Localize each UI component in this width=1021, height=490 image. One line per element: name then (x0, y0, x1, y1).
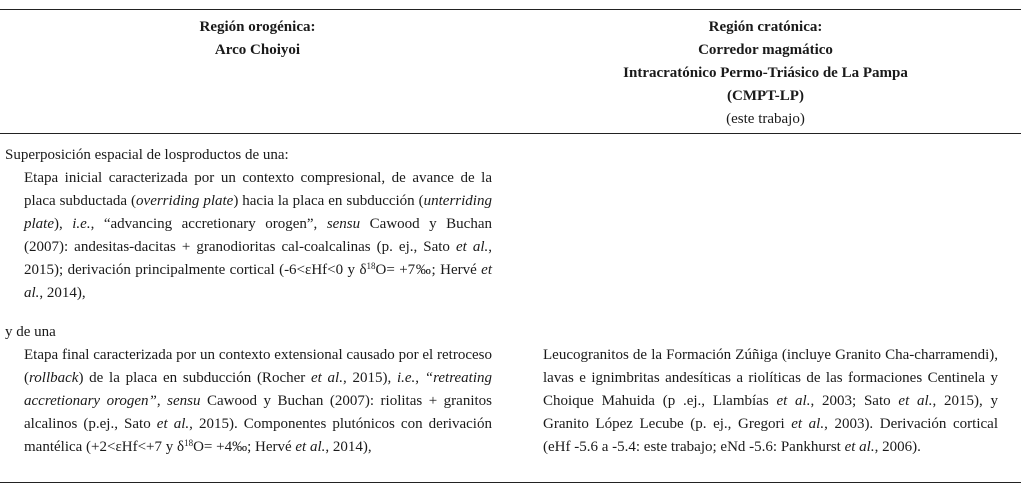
stage-initial-text-4: , “advancing accretionary orogen”, (90, 216, 327, 232)
stage-initial-text-1: Etapa inicial caracterizada por un contexto compresional, de avance de la placa subductada ( (24, 170, 492, 209)
stage-final-italic-6: et al. (156, 416, 190, 432)
header-right (510, 16, 1021, 131)
stage-initial-text-3: ), (54, 216, 73, 232)
stage-initial-italic-5: et al. (455, 239, 489, 255)
header-right-name-line-2: Intracratónico Permo-Triásico de La Pampa (623, 65, 908, 81)
cratonic-italic-4: et al. (844, 439, 875, 455)
header-left (0, 16, 515, 62)
stage-final-superscript: 18 (184, 438, 194, 448)
stage-initial-italic-1: overriding plate (136, 193, 234, 209)
header-left-label: Región orogénica: (199, 19, 316, 35)
intro-text: Superposición espacial de losproductos de una: (5, 147, 289, 163)
stage-final-text-8: O= +4‰; Hervé (193, 439, 296, 455)
stage-final-text-7: , 2015). Componentes plutónicos con derivación mantélica (+2<εHf<+7 y δ (24, 416, 492, 455)
connector-text: y de una (5, 324, 56, 340)
stage-final-text-3: , 2015), (342, 370, 397, 386)
stage-initial-italic-3: i.e. (72, 216, 91, 232)
header-right-name-line-3: (CMPT-LP) (727, 88, 804, 104)
stage-initial-superscript: 18 (366, 261, 376, 271)
stage-final-text-2: ) de la placa en subducción (Rocher (78, 370, 311, 386)
table-bottom-rule (0, 482, 1021, 483)
cratonic-text-4: , 2003). Derivación cortical (eHf -5.6 a -5.4: este trabajo; eNd -5.6: Pankhurst (543, 416, 998, 455)
stage-final-italic-5: sensu (167, 393, 201, 409)
cratonic-italic-3: et al. (791, 416, 825, 432)
stage-initial-italic-2: unterriding plate (24, 193, 492, 232)
stage-final-text-9: , 2014), (325, 439, 372, 455)
stage-initial-paragraph (24, 167, 492, 305)
stage-final-paragraph (24, 344, 492, 459)
header-left-name: Arco Choiyoi (214, 42, 301, 58)
header-bottom-rule (0, 133, 1021, 134)
cratonic-text-1: Leucogranitos de la Formación Zúñiga (incluye Granito Cha-charramendi), lavas e ignimbritas andesíticas a riolíticas de las formaciones Centinela y Choique Mahuida (p .ej., Llambías (543, 347, 998, 409)
cratonic-region-paragraph (543, 344, 998, 459)
stage-initial-text-2: ) hacia la placa en subducción ( (233, 193, 424, 209)
cratonic-text-3: , 2015), y Granito López Lecube (p. ej., Gregori (543, 393, 999, 432)
header-right-name-line-1: Corredor magmático (698, 42, 833, 58)
stage-final-italic-1: rollback (29, 370, 79, 386)
stage-final-text-5: , (156, 393, 168, 409)
header-right-label: Región cratónica: (708, 19, 823, 35)
cratonic-text-2: , 2003; Sato (810, 393, 899, 409)
stage-initial-text-7: O= +7‰; Hervé (375, 262, 482, 278)
cratonic-italic-1: et al. (776, 393, 811, 409)
stage-initial-text-5: Cawood y Buchan (2007): andesitas-dacitas + granodioritas cal-coalcalinas (p. ej., Sato (24, 216, 492, 255)
stage-final-italic-2: et al. (311, 370, 343, 386)
stage-initial-italic-7: et al. (24, 262, 492, 301)
stage-final-italic-4: “retreating accretionary orogen” (24, 370, 492, 409)
stage-final-text-1: Etapa final caracterizada por un contexto extensional causado por el retroceso ( (24, 347, 492, 386)
table-top-rule (0, 9, 1021, 10)
stage-final-italic-3: i.e. (396, 370, 416, 386)
stage-initial-text-8: , 2014), (39, 285, 86, 301)
stage-initial-text-6: , 2015); derivación principalmente cortical (-6<εHf<0 y δ (24, 239, 492, 278)
cratonic-text-5: , 2006). (874, 439, 921, 455)
stage-initial-italic-4: sensu (326, 216, 361, 232)
stage-final-italic-8: et al. (295, 439, 326, 455)
stage-final-text-4: , (415, 370, 425, 386)
header-right-note: (este trabajo) (726, 111, 805, 127)
stage-final-text-6: Cawood y Buchan (2007): riolitas + granitos alcalinos (p.ej., Sato (24, 393, 493, 432)
cratonic-italic-2: et al. (898, 393, 933, 409)
